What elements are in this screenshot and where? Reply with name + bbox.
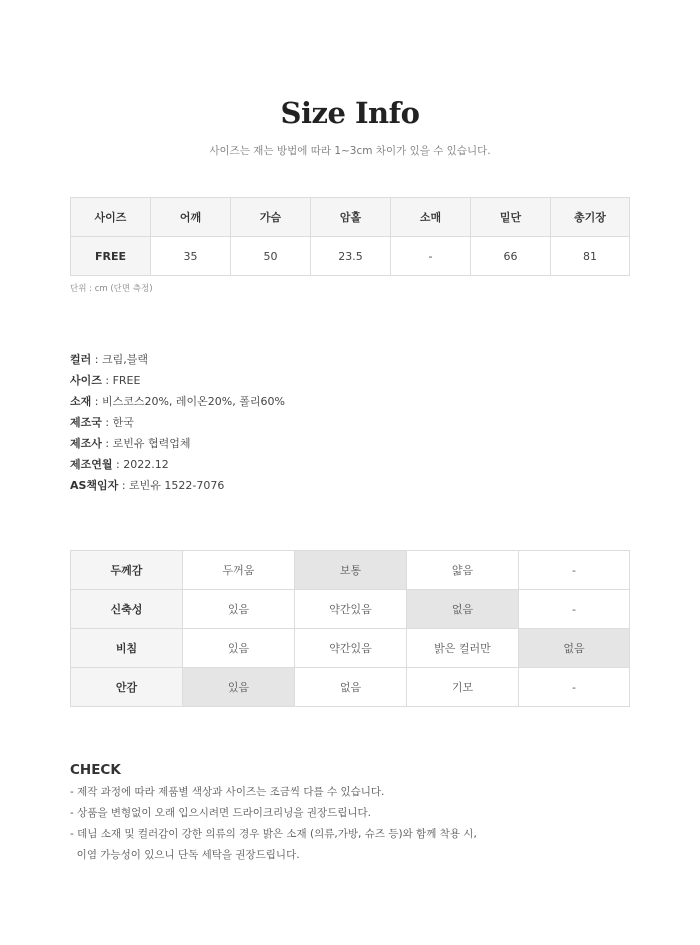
size-header-cell: 밑단 xyxy=(471,198,551,237)
fit-option-cell: 있음 xyxy=(183,668,295,707)
fit-option-cell: 기모 xyxy=(407,668,519,707)
info-label: AS책임자 xyxy=(70,479,119,492)
size-cell: 66 xyxy=(471,237,551,276)
fit-option-cell: 얇음 xyxy=(407,551,519,590)
fit-row-label: 두께감 xyxy=(71,551,183,590)
fit-option-cell: 있음 xyxy=(183,590,295,629)
size-header-cell: 사이즈 xyxy=(71,198,151,237)
unit-note: 단위 : cm (단면 측정) xyxy=(70,284,153,294)
size-table-row xyxy=(71,237,630,276)
size-cell: 35 xyxy=(151,237,231,276)
size-table-header-row xyxy=(71,198,630,237)
fit-option-cell: 없음 xyxy=(295,668,407,707)
product-info-item xyxy=(70,433,285,454)
fit-row-elasticity xyxy=(71,590,630,629)
product-info-item xyxy=(70,475,285,496)
fit-option-cell: 없음 xyxy=(519,629,630,668)
fit-option-cell: - xyxy=(519,668,630,707)
fit-option-cell: 보통 xyxy=(295,551,407,590)
page-subtitle: 사이즈는 재는 방법에 따라 1~3cm 차이가 있을 수 있습니다. xyxy=(209,145,491,157)
fit-row-label: 안감 xyxy=(71,668,183,707)
product-info-item xyxy=(70,370,285,391)
page-title: Size Info xyxy=(280,96,420,130)
info-label: 제조사 xyxy=(70,437,102,450)
product-info-item xyxy=(70,454,285,475)
check-notes xyxy=(70,782,477,866)
fit-row-thickness xyxy=(71,551,630,590)
size-header-cell: 총기장 xyxy=(551,198,630,237)
size-cell: 50 xyxy=(231,237,311,276)
check-note: - 제작 과정에 따라 제품별 색상과 사이즈는 조금씩 다를 수 있습니다. xyxy=(70,786,385,798)
fit-table xyxy=(70,550,630,707)
info-label: 제조국 xyxy=(70,416,102,429)
size-header-cell: 어깨 xyxy=(151,198,231,237)
fit-row-sheerness xyxy=(71,629,630,668)
product-info-item xyxy=(70,412,285,433)
size-table xyxy=(70,197,630,276)
info-value: : 2022.12 xyxy=(112,458,169,471)
info-value: : 한국 xyxy=(101,416,134,429)
info-value: : 크림,블랙 xyxy=(91,353,148,366)
product-info-item xyxy=(70,349,285,370)
size-cell: - xyxy=(391,237,471,276)
fit-row-label: 신축성 xyxy=(71,590,183,629)
size-cell: 23.5 xyxy=(311,237,391,276)
info-label: 소재 xyxy=(70,395,92,408)
size-header-cell: 암홀 xyxy=(311,198,391,237)
size-row-label: FREE xyxy=(71,237,151,276)
fit-option-cell: - xyxy=(519,551,630,590)
product-info-list xyxy=(70,349,285,496)
fit-option-cell: 있음 xyxy=(183,629,295,668)
size-header-cell: 소매 xyxy=(391,198,471,237)
product-info-item xyxy=(70,391,285,412)
info-label: 컬러 xyxy=(70,353,92,366)
info-value: : 비스코스20%, 레이온20%, 폴리60% xyxy=(91,395,285,408)
info-value: : FREE xyxy=(101,374,141,387)
check-note: - 데님 소재 및 컬러감이 강한 의류의 경우 밝은 소재 (의류,가방, 슈즈 등)와 함께 착용 시, xyxy=(70,828,477,840)
check-heading: CHECK xyxy=(70,762,121,778)
info-value: : 로빈유 협력업체 xyxy=(101,437,191,450)
fit-option-cell: 없음 xyxy=(407,590,519,629)
fit-row-lining xyxy=(71,668,630,707)
size-header-cell: 가슴 xyxy=(231,198,311,237)
fit-option-cell: 약간있음 xyxy=(295,629,407,668)
fit-option-cell: 두꺼움 xyxy=(183,551,295,590)
info-label: 사이즈 xyxy=(70,374,102,387)
fit-option-cell: 약간있음 xyxy=(295,590,407,629)
fit-option-cell: 밝은 컬러만 xyxy=(407,629,519,668)
info-value: : 로빈유 1522-7076 xyxy=(118,479,225,492)
fit-row-label: 비침 xyxy=(71,629,183,668)
info-label: 제조연월 xyxy=(70,458,113,471)
size-cell: 81 xyxy=(551,237,630,276)
check-note: - 상품을 변형없이 오래 입으시려면 드라이크리닝을 권장드립니다. xyxy=(70,807,372,819)
check-note: 이염 가능성이 있으니 단독 세탁을 권장드립니다. xyxy=(70,849,300,861)
fit-option-cell: - xyxy=(519,590,630,629)
